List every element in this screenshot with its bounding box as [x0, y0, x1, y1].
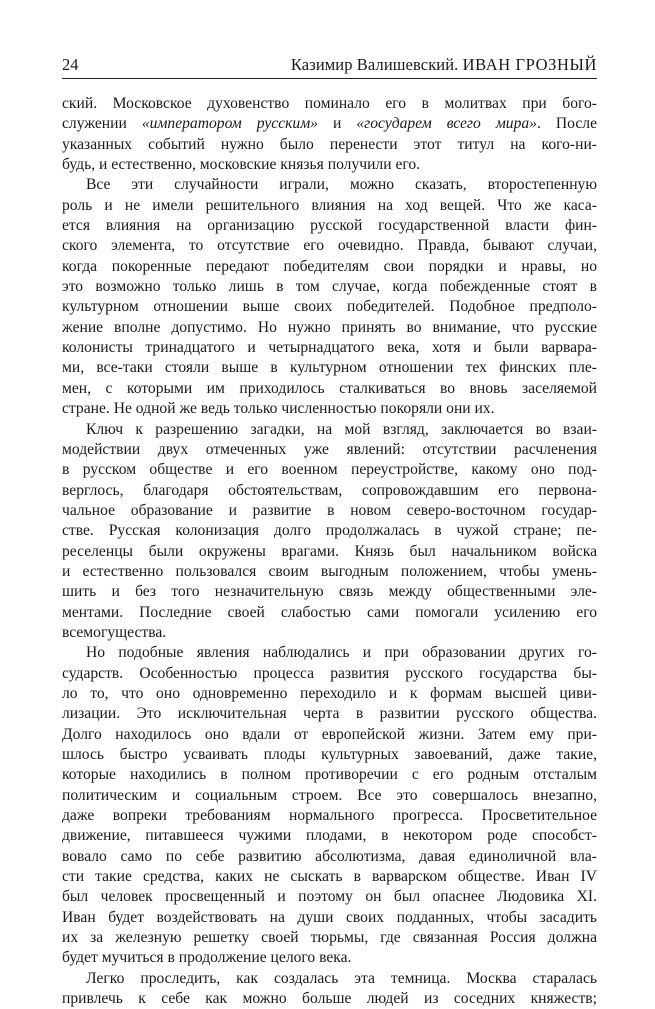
running-title — [291, 54, 597, 76]
text-run: вовало само по себе развитию абсолютизма, давая единоличной вла- — [62, 847, 597, 865]
text-line — [62, 460, 597, 480]
text-run: ментами. Последние своей слабостью сами помогали усилению его — [62, 603, 597, 621]
paragraph — [62, 420, 597, 644]
text-run: модействии двух отмеченных уже явлений: отсутствии расчленения — [62, 440, 597, 458]
text-run: движение, питавшееся чужими плодами, в некотором роде способст- — [62, 827, 597, 845]
text-line — [62, 175, 597, 195]
text-run: шить и без того незначительную связь между общественными эле- — [62, 583, 597, 601]
text-line — [62, 481, 597, 501]
text-run: и естественно пользовался своим выгодным положением, чтобы умень- — [62, 562, 597, 580]
text-line — [62, 277, 597, 297]
text-line — [62, 623, 597, 643]
text-line — [62, 420, 597, 440]
text-line — [62, 379, 597, 399]
text-run: в русском обществе и его военном переустройстве, какому оно под- — [62, 461, 597, 479]
text-run: был человек просвещенный и поэтому он был опаснее Людовика XI. — [62, 888, 597, 906]
text-run: стране. Не одной же ведь только численностью покоряли они их. — [62, 400, 495, 418]
text-run: когда покоренные передают победителям свои порядки и нравы, но — [62, 257, 597, 275]
text-run: ского элемента, то отсутствие его очевидно. Правда, бывают случаи, — [62, 237, 597, 255]
text-run: привлечь к себе как можно больше людей из соседних княжеств; — [62, 990, 597, 1008]
paragraph — [62, 94, 597, 175]
text-run: ский. Московское духовенство поминало его в молитвах при бого- — [62, 95, 597, 112]
text-run: которые находились в полном противоречии с его родным отсталым — [62, 766, 597, 784]
text-line — [62, 297, 597, 317]
text-line — [62, 664, 597, 684]
text-line — [62, 867, 597, 887]
text-run: политическим и социальным строем. Все это совершалось внезапно, — [62, 786, 597, 804]
text-line — [62, 257, 597, 277]
paragraph — [62, 175, 597, 419]
text-run: будет мучиться в продолжение целого века. — [62, 949, 352, 967]
text-run: шлось быстро усваивать плоды культурных завоеваний, даже такие, — [62, 746, 597, 763]
text-line — [62, 501, 597, 521]
text-line — [62, 786, 597, 806]
text-line — [62, 969, 597, 989]
body-text — [62, 94, 597, 1009]
text-line — [62, 542, 597, 562]
text-run: жение вполне допустимо. Но нужно принять во внимание, что русские — [62, 318, 597, 336]
text-run: колонисты тринадцатого и четырнадцатого века, хотя и были варвара- — [62, 339, 597, 357]
page-number: 24 — [62, 55, 79, 74]
book-title: ИВАН ГРОЗНЫЙ — [462, 55, 597, 74]
text-run: Но подобные явления наблюдались и при образовании других го- — [86, 644, 597, 662]
text-run: ло то, что оно одновременно переходило и к формам высшей циви- — [62, 684, 597, 702]
author-name: Казимир Валишевский. — [290, 55, 459, 74]
text-line — [62, 826, 597, 846]
text-run: Долго находилось оно вдали от европейской жизни. Затем ему при- — [62, 725, 597, 743]
text-run: сударств. Особенностью процесса развития русского государства бы- — [62, 664, 597, 682]
text-run: это возможно только лишь в том случае, когда побежденные стоят в — [62, 278, 597, 296]
text-line — [62, 338, 597, 358]
text-line — [62, 521, 597, 541]
paragraph — [62, 969, 597, 1009]
text-line — [62, 928, 597, 948]
text-line — [62, 94, 597, 114]
text-line — [62, 704, 597, 724]
text-line — [62, 440, 597, 460]
text-run: верглось, благодаря обстоятельствам, сопровождавшим его первона- — [62, 481, 597, 499]
text-run: мен, с которыми им приходилось сталкиваться во вновь заселяемой — [62, 379, 597, 397]
italic-quote: «государем всего мира» — [356, 115, 537, 133]
text-run: ется влияния на организацию русской государственной власти фин- — [62, 217, 597, 235]
text-line — [62, 236, 597, 256]
text-run: сти такие средства, каких не сыскать в варварском обществе. Иван IV — [62, 868, 597, 886]
text-run: Иван будет воздействовать на души своих подданных, чтобы засадить — [62, 908, 597, 926]
text-line — [62, 887, 597, 907]
text-line — [62, 114, 597, 134]
running-header — [62, 52, 597, 79]
text-run: даже вопреки требованиям нормального прогресса. Просветительное — [62, 807, 597, 825]
italic-quote: «императором русским» — [141, 115, 318, 133]
text-line — [62, 745, 597, 765]
text-run: будь, и естественно, московские князья получили его. — [62, 156, 421, 174]
text-run: Все эти случайности играли, можно сказать, второстепенную — [86, 176, 597, 194]
text-line — [62, 216, 597, 236]
text-line — [62, 725, 597, 745]
text-run: Ключ к разрешению загадки, на мой взгляд, заключается во взаи- — [86, 420, 597, 438]
text-run: Легко проследить, как создалась эта темница. Москва старалась — [86, 969, 597, 987]
text-line — [62, 582, 597, 602]
text-line — [62, 135, 597, 155]
text-run: чальное образование и развитие в новом северо-восточном государ- — [62, 501, 597, 519]
paragraph — [62, 643, 597, 969]
text-run: и — [317, 115, 357, 133]
text-line — [62, 643, 597, 663]
text-line — [62, 948, 597, 968]
text-line — [62, 847, 597, 867]
text-line — [62, 989, 597, 1009]
text-run: стве. Русская колонизация долго продолжалась в чужой стране; пе- — [62, 522, 597, 540]
text-run: указанных событий нужно было перенести этот титул на кого-ни- — [62, 135, 597, 153]
text-run: служении — [62, 115, 142, 133]
text-line — [62, 155, 597, 175]
text-line — [62, 806, 597, 826]
text-run: лизации. Это исключительная черта в развитии русского общества. — [62, 705, 597, 723]
text-line — [62, 603, 597, 623]
text-line — [62, 908, 597, 928]
text-run: роль и не имели решительного влияния на ход вещей. Что же каса- — [62, 196, 597, 214]
text-line — [62, 399, 597, 419]
text-run: культурном отношении выше своих победителей. Подобное предполо- — [62, 298, 597, 316]
text-line — [62, 765, 597, 785]
text-line — [62, 196, 597, 216]
text-run: реселенцы были окружены врагами. Князь был начальником войска — [62, 542, 597, 560]
text-run: . После — [536, 115, 597, 133]
text-run: их за железную решетку своей тюрьмы, где связанная Россия должна — [62, 929, 597, 947]
text-run: всемогущества. — [62, 623, 167, 641]
text-line — [62, 358, 597, 378]
text-line — [62, 684, 597, 704]
text-line — [62, 318, 597, 338]
text-line — [62, 562, 597, 582]
text-run: ми, все-таки стояли выше в культурном отношении тех финских пле- — [62, 359, 597, 377]
